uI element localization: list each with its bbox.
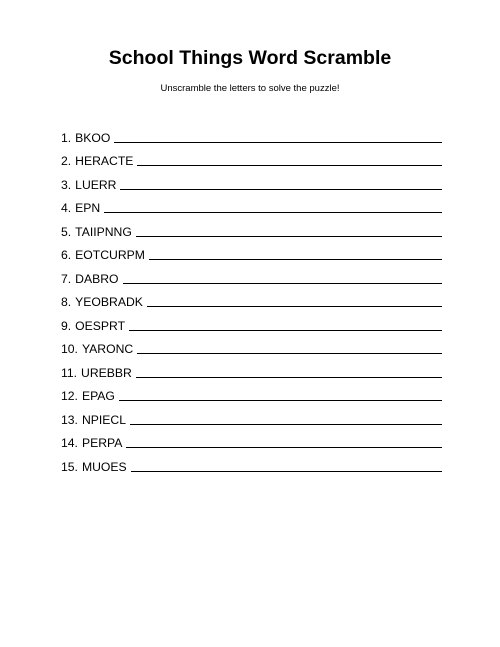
item-number: 11. (61, 365, 78, 380)
item-number: 4. (61, 201, 72, 215)
scramble-item (61, 450, 442, 474)
scramble-item (61, 192, 442, 216)
scramble-item (61, 286, 442, 310)
scramble-item (61, 309, 442, 333)
item-number: 1. (61, 130, 72, 145)
answer-line[interactable] (137, 353, 442, 354)
scrambled-word: YARONC (81, 342, 134, 356)
answer-line[interactable] (114, 142, 442, 143)
scrambled-word: EOTCURPM (75, 248, 145, 262)
scrambled-word: YEOBRADK (75, 295, 143, 309)
item-number: 9. (61, 318, 72, 333)
answer-line[interactable] (131, 471, 442, 472)
item-number: 6. (61, 248, 72, 262)
answer-line[interactable] (130, 424, 442, 425)
item-number: 13. (61, 412, 78, 427)
item-number: 14. (61, 436, 78, 450)
answer-line[interactable] (136, 236, 442, 237)
item-number: 2. (61, 154, 72, 168)
item-number: 12. (61, 389, 78, 403)
scrambled-word: TAIIPNNG (75, 224, 132, 239)
item-number: 3. (61, 177, 72, 192)
scrambled-word: NPIECL (81, 412, 126, 427)
answer-line[interactable] (123, 283, 442, 284)
scramble-item (61, 403, 442, 427)
scramble-item (61, 333, 442, 357)
scramble-item (61, 168, 442, 192)
scrambled-word: EPN (75, 201, 101, 215)
scrambled-word: MUOES (81, 459, 127, 474)
scrambled-word: OESPRT (75, 318, 126, 333)
instructions: Unscramble the letters to solve the puzzle! (160, 83, 340, 94)
scramble-item (61, 356, 442, 380)
scramble-item (61, 215, 442, 239)
answer-line[interactable] (104, 212, 442, 213)
scramble-item (61, 262, 442, 286)
scramble-item (61, 427, 442, 451)
answer-line[interactable] (129, 330, 442, 331)
scrambled-word: BKOO (75, 130, 111, 145)
answer-line[interactable] (149, 259, 442, 260)
answer-line[interactable] (120, 189, 442, 190)
scrambled-word: LUERR (75, 177, 117, 192)
answer-line[interactable] (136, 377, 442, 378)
scramble-list (61, 121, 442, 474)
item-number: 8. (61, 295, 72, 309)
answer-line[interactable] (119, 400, 442, 401)
answer-line[interactable] (137, 165, 442, 166)
item-number: 15. (61, 459, 78, 474)
item-number: 10. (61, 342, 78, 356)
page-title: School Things Word Scramble (108, 47, 392, 69)
answer-line[interactable] (147, 306, 442, 307)
scramble-item (61, 145, 442, 169)
scramble-item (61, 121, 442, 145)
answer-line[interactable] (126, 447, 442, 448)
item-number: 5. (61, 224, 72, 239)
scramble-item (61, 239, 442, 263)
scrambled-word: EPAG (81, 389, 115, 403)
scrambled-word: PERPA (81, 436, 123, 450)
scrambled-word: HERACTE (75, 154, 134, 168)
item-number: 7. (61, 271, 72, 286)
scramble-item (61, 380, 442, 404)
scrambled-word: DABRO (75, 271, 119, 286)
scrambled-word: UREBBR (81, 365, 132, 380)
